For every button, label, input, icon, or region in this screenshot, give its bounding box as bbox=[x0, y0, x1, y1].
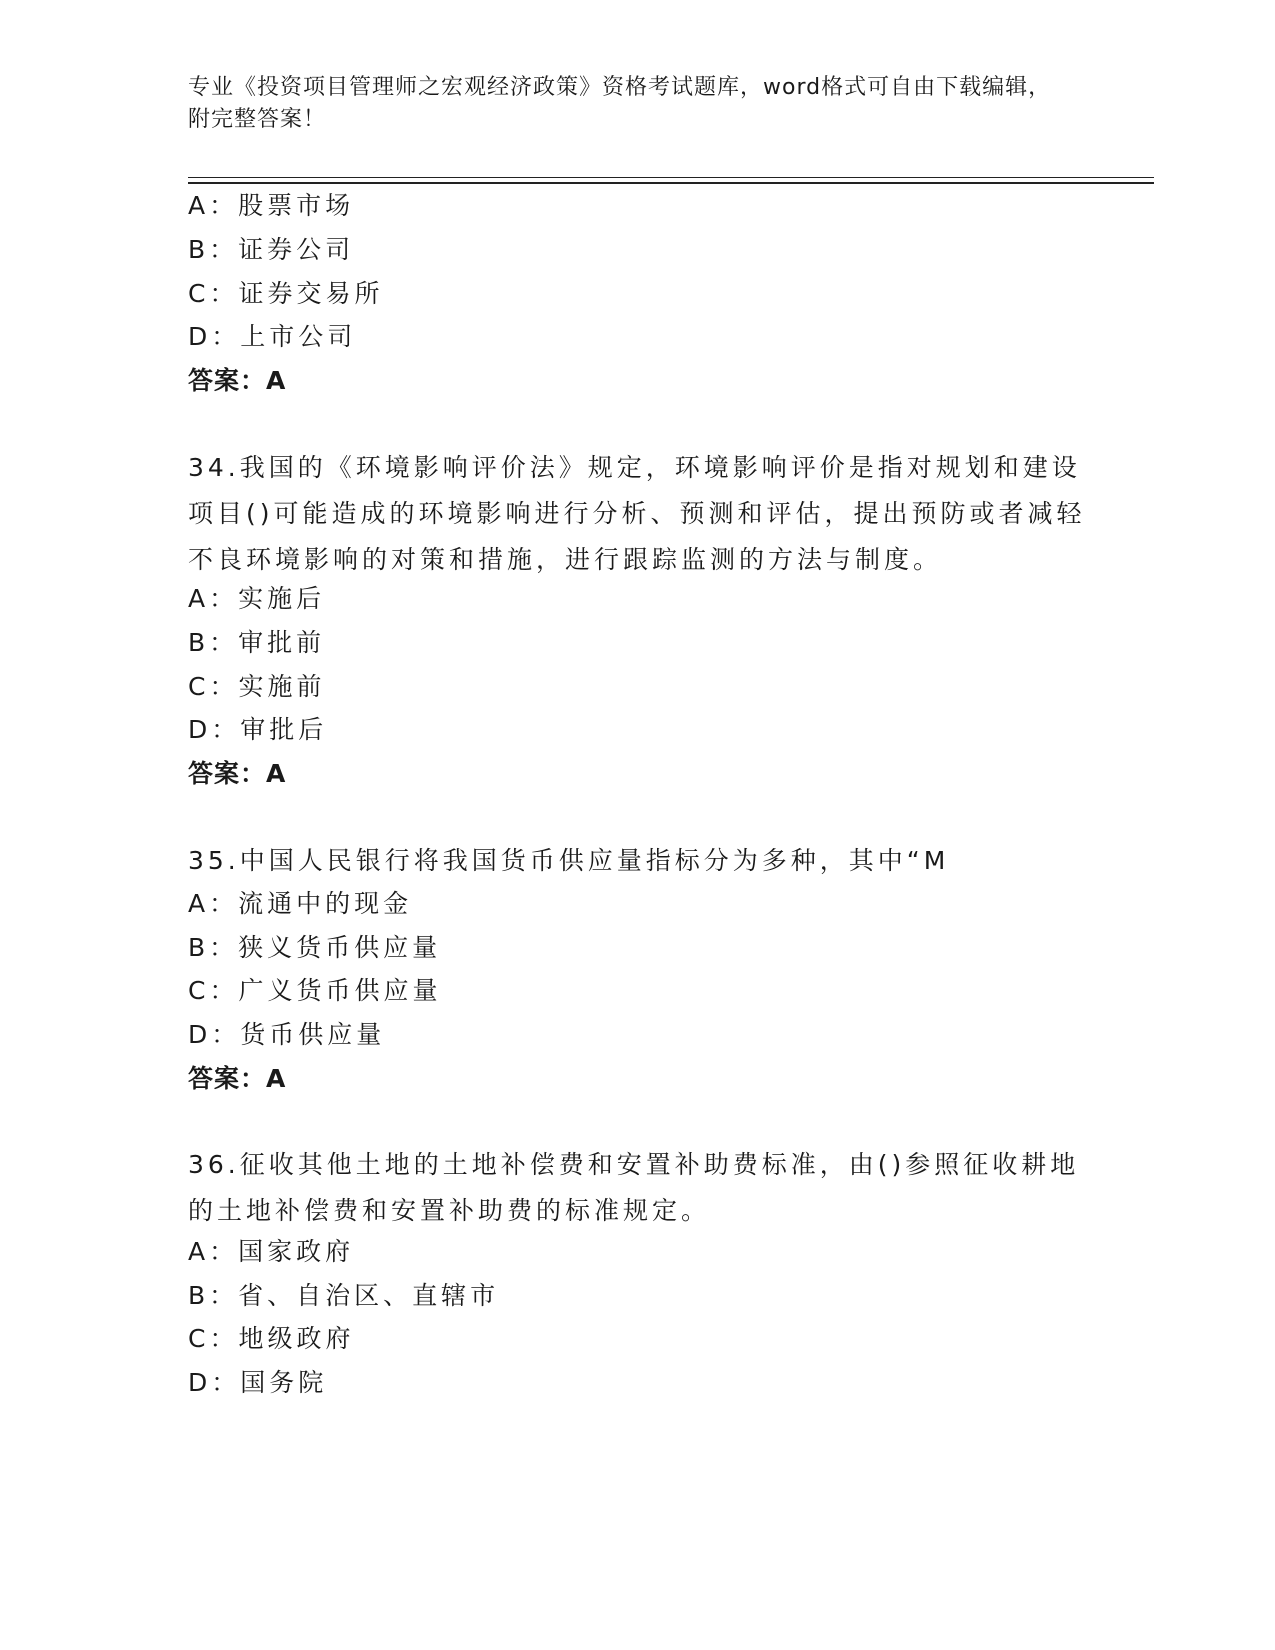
header-divider-thin bbox=[188, 177, 1154, 178]
q36-option-c: C：地级政府 bbox=[188, 1324, 355, 1353]
q35-option-c: C：广义货币供应量 bbox=[188, 976, 442, 1005]
q34-option-b: B：审批前 bbox=[188, 628, 326, 657]
q33-option-d: D：上市公司 bbox=[188, 322, 357, 351]
q36-option-a: A：国家政府 bbox=[188, 1237, 355, 1266]
q35-option-a: A：流通中的现金 bbox=[188, 889, 413, 918]
q36-option-b: B：省、自治区、直辖市 bbox=[188, 1281, 500, 1310]
q33-option-c: C：证券交易所 bbox=[188, 279, 384, 308]
q35-answer: 答案：A bbox=[188, 1064, 287, 1093]
q35-question: 35.中国人民银行将我国货币供应量指标分为多种，其中“M bbox=[188, 846, 950, 875]
q34-question: 34.我国的《环境影响评价法》规定，环境影响评价是指对规划和建设项目()可能造成的环境影响进行分析、预测和评估，提出预防或者减轻不良环境影响的对策和措施，进行跟踪监测的方法与制度。 bbox=[188, 453, 1086, 574]
q33-option-a: A：股票市场 bbox=[188, 191, 355, 220]
q34-answer: 答案：A bbox=[188, 759, 287, 788]
q35-option-d: D：货币供应量 bbox=[188, 1020, 386, 1049]
q33-option-b: B：证券公司 bbox=[188, 235, 355, 264]
q36-option-d: D：国务院 bbox=[188, 1368, 328, 1397]
document-header: 专业《投资项目管理师之宏观经济政策》资格考试题库，word格式可自由下载编辑，附完整答案！ bbox=[188, 75, 1052, 132]
q34-option-a: A：实施后 bbox=[188, 584, 326, 613]
q36-question: 36.征收其他土地的土地补偿费和安置补助费标准，由()参照征收耕地的土地补偿费和安置补助费的标准规定。 bbox=[188, 1150, 1080, 1225]
q34-option-d: D：审批后 bbox=[188, 715, 328, 744]
q33-answer: 答案：A bbox=[188, 366, 287, 395]
header-divider-thick bbox=[188, 182, 1154, 184]
q35-option-b: B：狭义货币供应量 bbox=[188, 933, 442, 962]
q34-option-c: C：实施前 bbox=[188, 672, 326, 701]
